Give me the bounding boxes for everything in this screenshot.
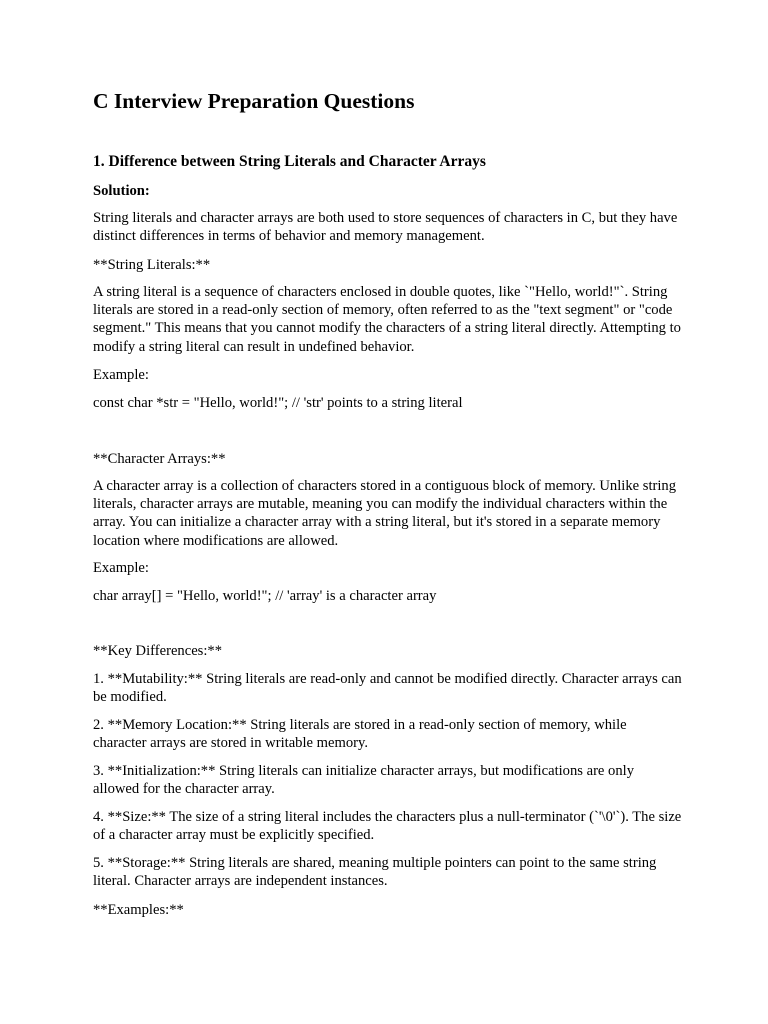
question-heading: 1. Difference between String Literals and Character Arrays [93, 153, 486, 170]
string-literals-paragraph: A string literal is a sequence of characters enclosed in double quotes, like `"Hello, world!"`. String literals are stored in a read-only section of memory, often referred to as the "text segment" or "code segment." This means that you cannot modify the characters of a string literal directly. Attempting to modify a string literal can result in undefined behavior. [93, 284, 681, 355]
example-label-2: Example: [93, 560, 149, 576]
character-arrays-paragraph: A character array is a collection of characters stored in a contiguous block of memory. Unlike string literals, character arrays are mutable, meaning you can modify the individual characters within the array. You can initialize a character array with a string literal, but it's stored in a separate memory location where modifications are allowed. [93, 478, 677, 549]
document-title: C Interview Preparation Questions [93, 89, 415, 113]
difference-item-3: 3. **Initialization:** String literals can initialize character arrays, but modifications are only allowed for the character array. [93, 763, 635, 798]
difference-item-4: 4. **Size:** The size of a string literal includes the characters plus a null-terminator (`'\0'`). The size of a character array must be explicitly specified. [93, 809, 682, 844]
difference-item-1: 1. **Mutability:** String literals are read-only and cannot be modified directly. Character arrays can be modified. [93, 671, 682, 706]
character-arrays-heading: **Character Arrays:** [93, 451, 226, 467]
document-page [93, 86, 693, 918]
key-differences-heading: **Key Differences:** [93, 643, 222, 659]
difference-item-2: 2. **Memory Location:** String literals are stored in a read-only section of memory, while character arrays are stored in writable memory. [93, 717, 627, 752]
intro-paragraph: String literals and character arrays are both used to store sequences of characters in C, but they have distinct differences in terms of behavior and memory management. [93, 210, 678, 245]
difference-item-5: 5. **Storage:** String literals are shared, meaning multiple pointers can point to the same string literal. Character arrays are independent instances. [93, 855, 657, 890]
string-literals-heading: **String Literals:** [93, 257, 211, 273]
example-label-1: Example: [93, 367, 149, 383]
example-code-2: char array[] = "Hello, world!"; // 'array' is a character array [93, 588, 437, 604]
examples-heading: **Examples:** [93, 902, 184, 918]
solution-label: Solution: [93, 183, 150, 199]
example-code-1: const char *str = "Hello, world!"; // 'str' points to a string literal [93, 395, 463, 411]
